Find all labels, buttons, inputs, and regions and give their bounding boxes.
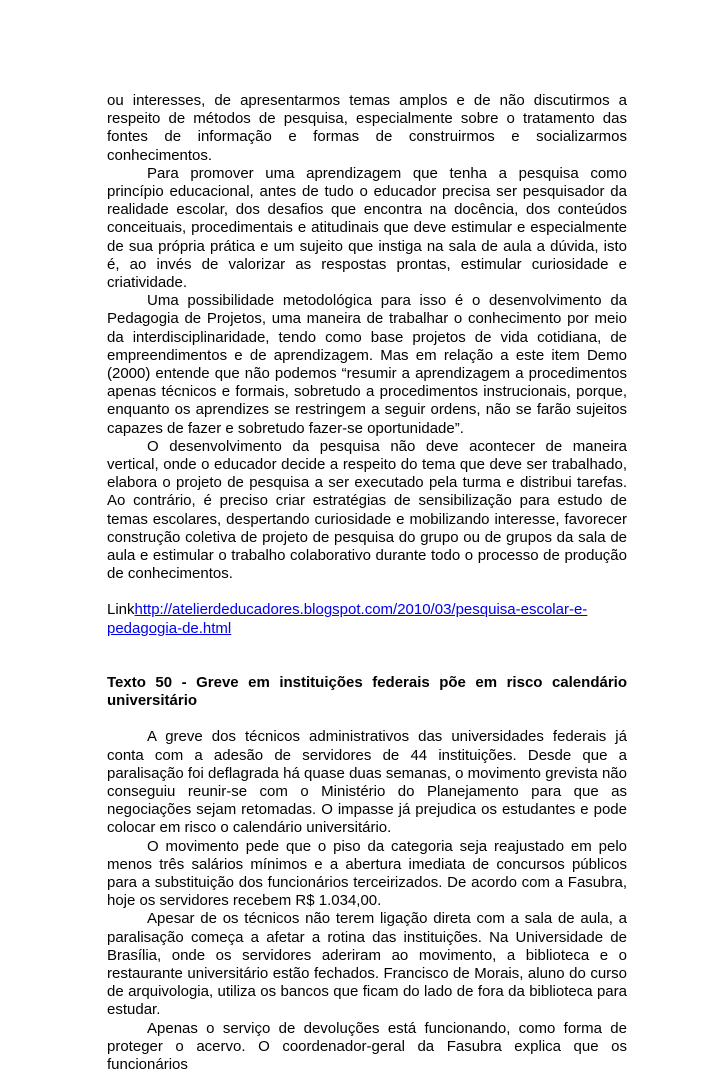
spacer: [107, 583, 627, 601]
article-paragraph-4: Apenas o serviço de devoluções está funcionando, como forma de proteger o acervo. O coordenador-geral da Fasubra explica que os funcionários: [107, 1019, 627, 1073]
spacer: [107, 638, 627, 674]
source-link[interactable]: http://atelierdeducadores.blogspot.com/2010/03/pesquisa-escolar-e-pedagogia-de.html: [107, 601, 588, 637]
article-title: Texto 50 - Greve em instituições federais põe em risco calendário universitário: [107, 673, 627, 710]
article-paragraph-1: A greve dos técnicos administrativos das universidades federais já conta com a adesão de servidores de 44 instituições. Desde que a paralisação foi deflagrada há quase duas semanas, o movimento grevista não conseguiu reunir-se com o Ministério do Planejamento para que as negociações sejam retomadas. O impasse já prejudica os estudantes e pode colocar em risco o calendário universitário.: [107, 728, 627, 837]
paragraph-1: ou interesses, de apresentarmos temas amplos e de não discutirmos a respeito de métodos de pesquisa, especialmente sobre o tratamento das fontes de informação e formas de construirmos e socializarmos conhecimentos.: [107, 92, 627, 164]
source-link-prefix: Link: [107, 601, 135, 619]
paragraph-2: Para promover uma aprendizagem que tenha a pesquisa como princípio educacional, antes de tudo o educador precisa ser pesquisador da realidade escolar, dos desafios que encontra na docência, dos conteúdos conceituais, procedimentais e atitudinais que deve estimular e especialmente de sua própria prática e um sujeito que instiga na sala de aula a dúvida, isto é, ao invés de valorizar as respostas prontas, estimular curiosidade e criatividade.: [107, 164, 627, 292]
article-paragraph-2: O movimento pede que o piso da categoria seja reajustado em pelo menos três salários mínimos e a abertura imediata de concursos públicos para a substituição dos funcionários terceirizados. De acordo com a Fasubra, hoje os servidores recebem R$ 1.034,00.: [107, 837, 627, 910]
paragraph-4: O desenvolvimento da pesquisa não deve acontecer de maneira vertical, onde o educador decide a respeito do tema que deve ser trabalhado, elabora o projeto de pesquisa a ser executado pela turma e distribui tarefas. Ao contrário, é preciso criar estratégias de sensibilização para estudo de temas escolares, despertando curiosidade e mobilizando interesse, favorecer construção coletiva de projeto de pesquisa do grupo ou de grupos da sala de aula e estimular o trabalho colaborativo durante todo o processo de produção de conhecimentos.: [107, 437, 627, 583]
paragraph-3: Uma possibilidade metodológica para isso é o desenvolvimento da Pedagogia de Projetos, uma maneira de trabalhar o conhecimento por meio da interdisciplinaridade, tendo como base projetos de vida cotidiana, de empreendimentos e de aprendizagem. Mas em relação a este item Demo (2000) entende que não podemos “resumir a aprendizagem a procedimentos apenas técnicos e formais, sobretudo a procedimentos instrucionais, porque, enquanto os aprendizes se restringem a seguir ordens, não se farão sujeitos capazes de fazer e sobretudo fazer-se oportunidade”.: [107, 292, 627, 437]
source-link-line: [107, 601, 627, 637]
spacer: [107, 710, 627, 728]
article-paragraph-3: Apesar de os técnicos não terem ligação direta com a sala de aula, a paralisação começa a afetar a rotina das instituições. Na Universidade de Brasília, onde os servidores aderiram ao movimento, a biblioteca e o restaurante universitário estão fechados. Francisco de Morais, aluno do curso de arquivologia, utiliza os bancos que ficam do lado de fora da biblioteca para estudar.: [107, 910, 627, 1019]
document-page: [107, 92, 627, 1074]
